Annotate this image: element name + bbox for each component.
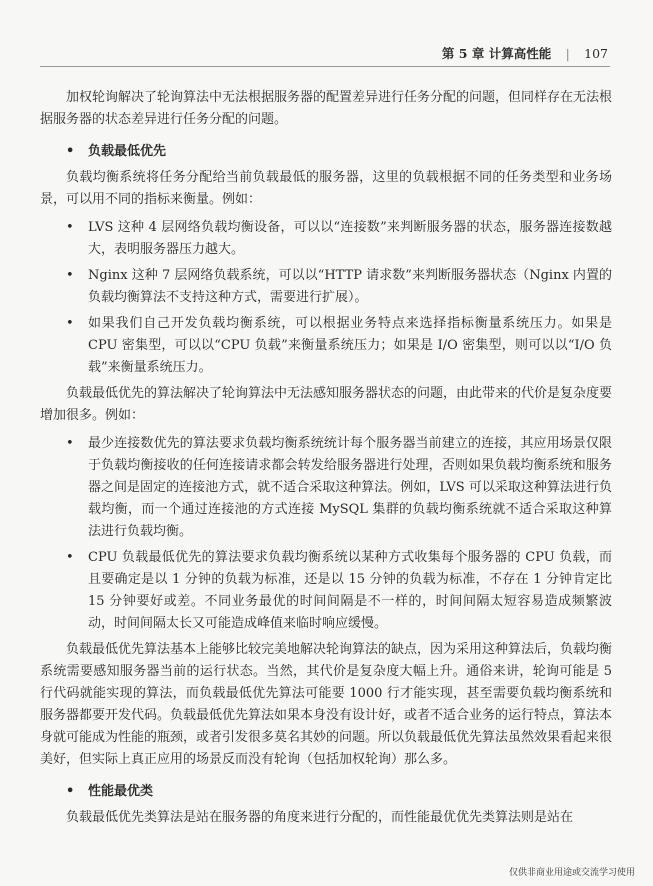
list-item [40,313,612,379]
bullet-icon: • [66,550,74,565]
bullet-icon: • [66,220,74,235]
list-item-text: CPU 负载最低优先的算法要求负载均衡系统以某种方式收集每个服务器的 CPU 负载，而且要确定是以 1 分钟的负载为标准，还是以 15 分钟的负载为标准，不存在 1 分钟肯定比 15 分钟要好或差。不同业务最优的时间间隔是不一样的，时间间隔太短容易造成频繁波动，时间间隔太长又可能造成峰值来临时响应缓慢。 [88,550,612,631]
paragraph: 负载最低优先类算法是站在服务器的角度来进行分配的，而性能最优优先类算法则是站在 [66,810,574,825]
paragraph: 加权轮询解决了轮询算法中无法根据服务器的配置差异进行任务分配的问题，但同样存在无法根据服务器的状态差异进行任务分配的问题。 [40,90,613,127]
running-header [40,40,610,67]
bullet-icon: • [66,316,74,331]
chapter-title: 计算高性能 [488,46,552,61]
page-body [40,87,612,835]
paragraph: 负载最低优先的算法解决了轮询算法中无法感知服务器状态的问题，由此带来的代价是复杂度要增加很多。例如： [40,386,613,423]
bullet-icon: • [66,144,75,159]
list-item [40,433,612,543]
list-item [40,265,612,309]
section-heading [40,141,612,163]
list-item-text: LVS 这种 4 层网络负载均衡设备，可以以“连接数”来判断服务器的状态，服务器连接数越大，表明服务器压力越大。 [88,220,612,257]
page-number: 107 [584,46,608,61]
paragraph: 负载最低优先算法基本上能够比较完美地解决轮询算法的缺点，因为采用这种算法后，负载均衡系统需要感知服务器当前的运行状态。当然，其代价是复杂度大幅上升。通俗来讲，轮询可能是 5 行代码就能实现的算法，而负载最低优先算法可能要 1000 行才能实现，甚至需要负载均衡系统和服务器都要开发代码。负载最低优先算法如果本身没有设计好，或者不适合业务的运行特点，算法本身就可能成为性能的瓶颈，或者引发很多莫名其妙的问题。所以负载最低优先算法虽然效果看起来很美好，但实际上真正应用的场景反而没有轮询（包括加权轮询）那么多。 [40,642,613,767]
bullet-icon: • [66,268,74,283]
bullet-icon: • [66,436,74,451]
bullet-list [40,217,612,379]
bullet-icon: • [66,784,75,799]
header-separator: | [565,46,570,61]
footer-note: 仅供非商业用途或交流学习使用 [508,868,635,878]
chapter-label: 第 5 章 [441,46,485,61]
heading-text: 负载最低优先 [88,144,167,159]
bullet-list [40,433,612,635]
list-item-text: 如果我们自己开发负载均衡系统，可以根据业务特点来选择指标衡量系统压力。如果是 CPU 密集型，可以以“CPU 负载”来衡量系统压力；如果是 I/O 密集型，则可以以“I/O 负载”来衡量系统压力。 [88,316,612,375]
heading-text: 性能最优类 [88,784,154,799]
header-right [442,44,608,62]
paragraph: 负载均衡系统将任务分配给当前负载最低的服务器，这里的负载根据不同的任务类型和业务场景，可以用不同的指标来衡量。例如： [40,170,612,207]
list-item [40,217,612,261]
list-item-text: Nginx 这种 7 层网络负载系统，可以以“HTTP 请求数”来判断服务器状态（Nginx 内置的负载均衡算法不支持这种方式，需要进行扩展）。 [88,268,612,305]
list-item-text: 最少连接数优先的算法要求负载均衡系统统计每个服务器当前建立的连接，其应用场景仅限于负载均衡接收的任何连接请求都会转发给服务器进行处理，否则如果负载均衡系统和服务器之间是固定的连接池方式，就不适合采取这种算法。例如，LVS 可以采取这种算法进行负载均衡，而一个通过连接池的方式连接 MySQL 集群的负载均衡系统就不适合采取这种算法进行负载均衡。 [88,436,612,539]
section-heading [40,781,612,803]
list-item [40,547,612,635]
